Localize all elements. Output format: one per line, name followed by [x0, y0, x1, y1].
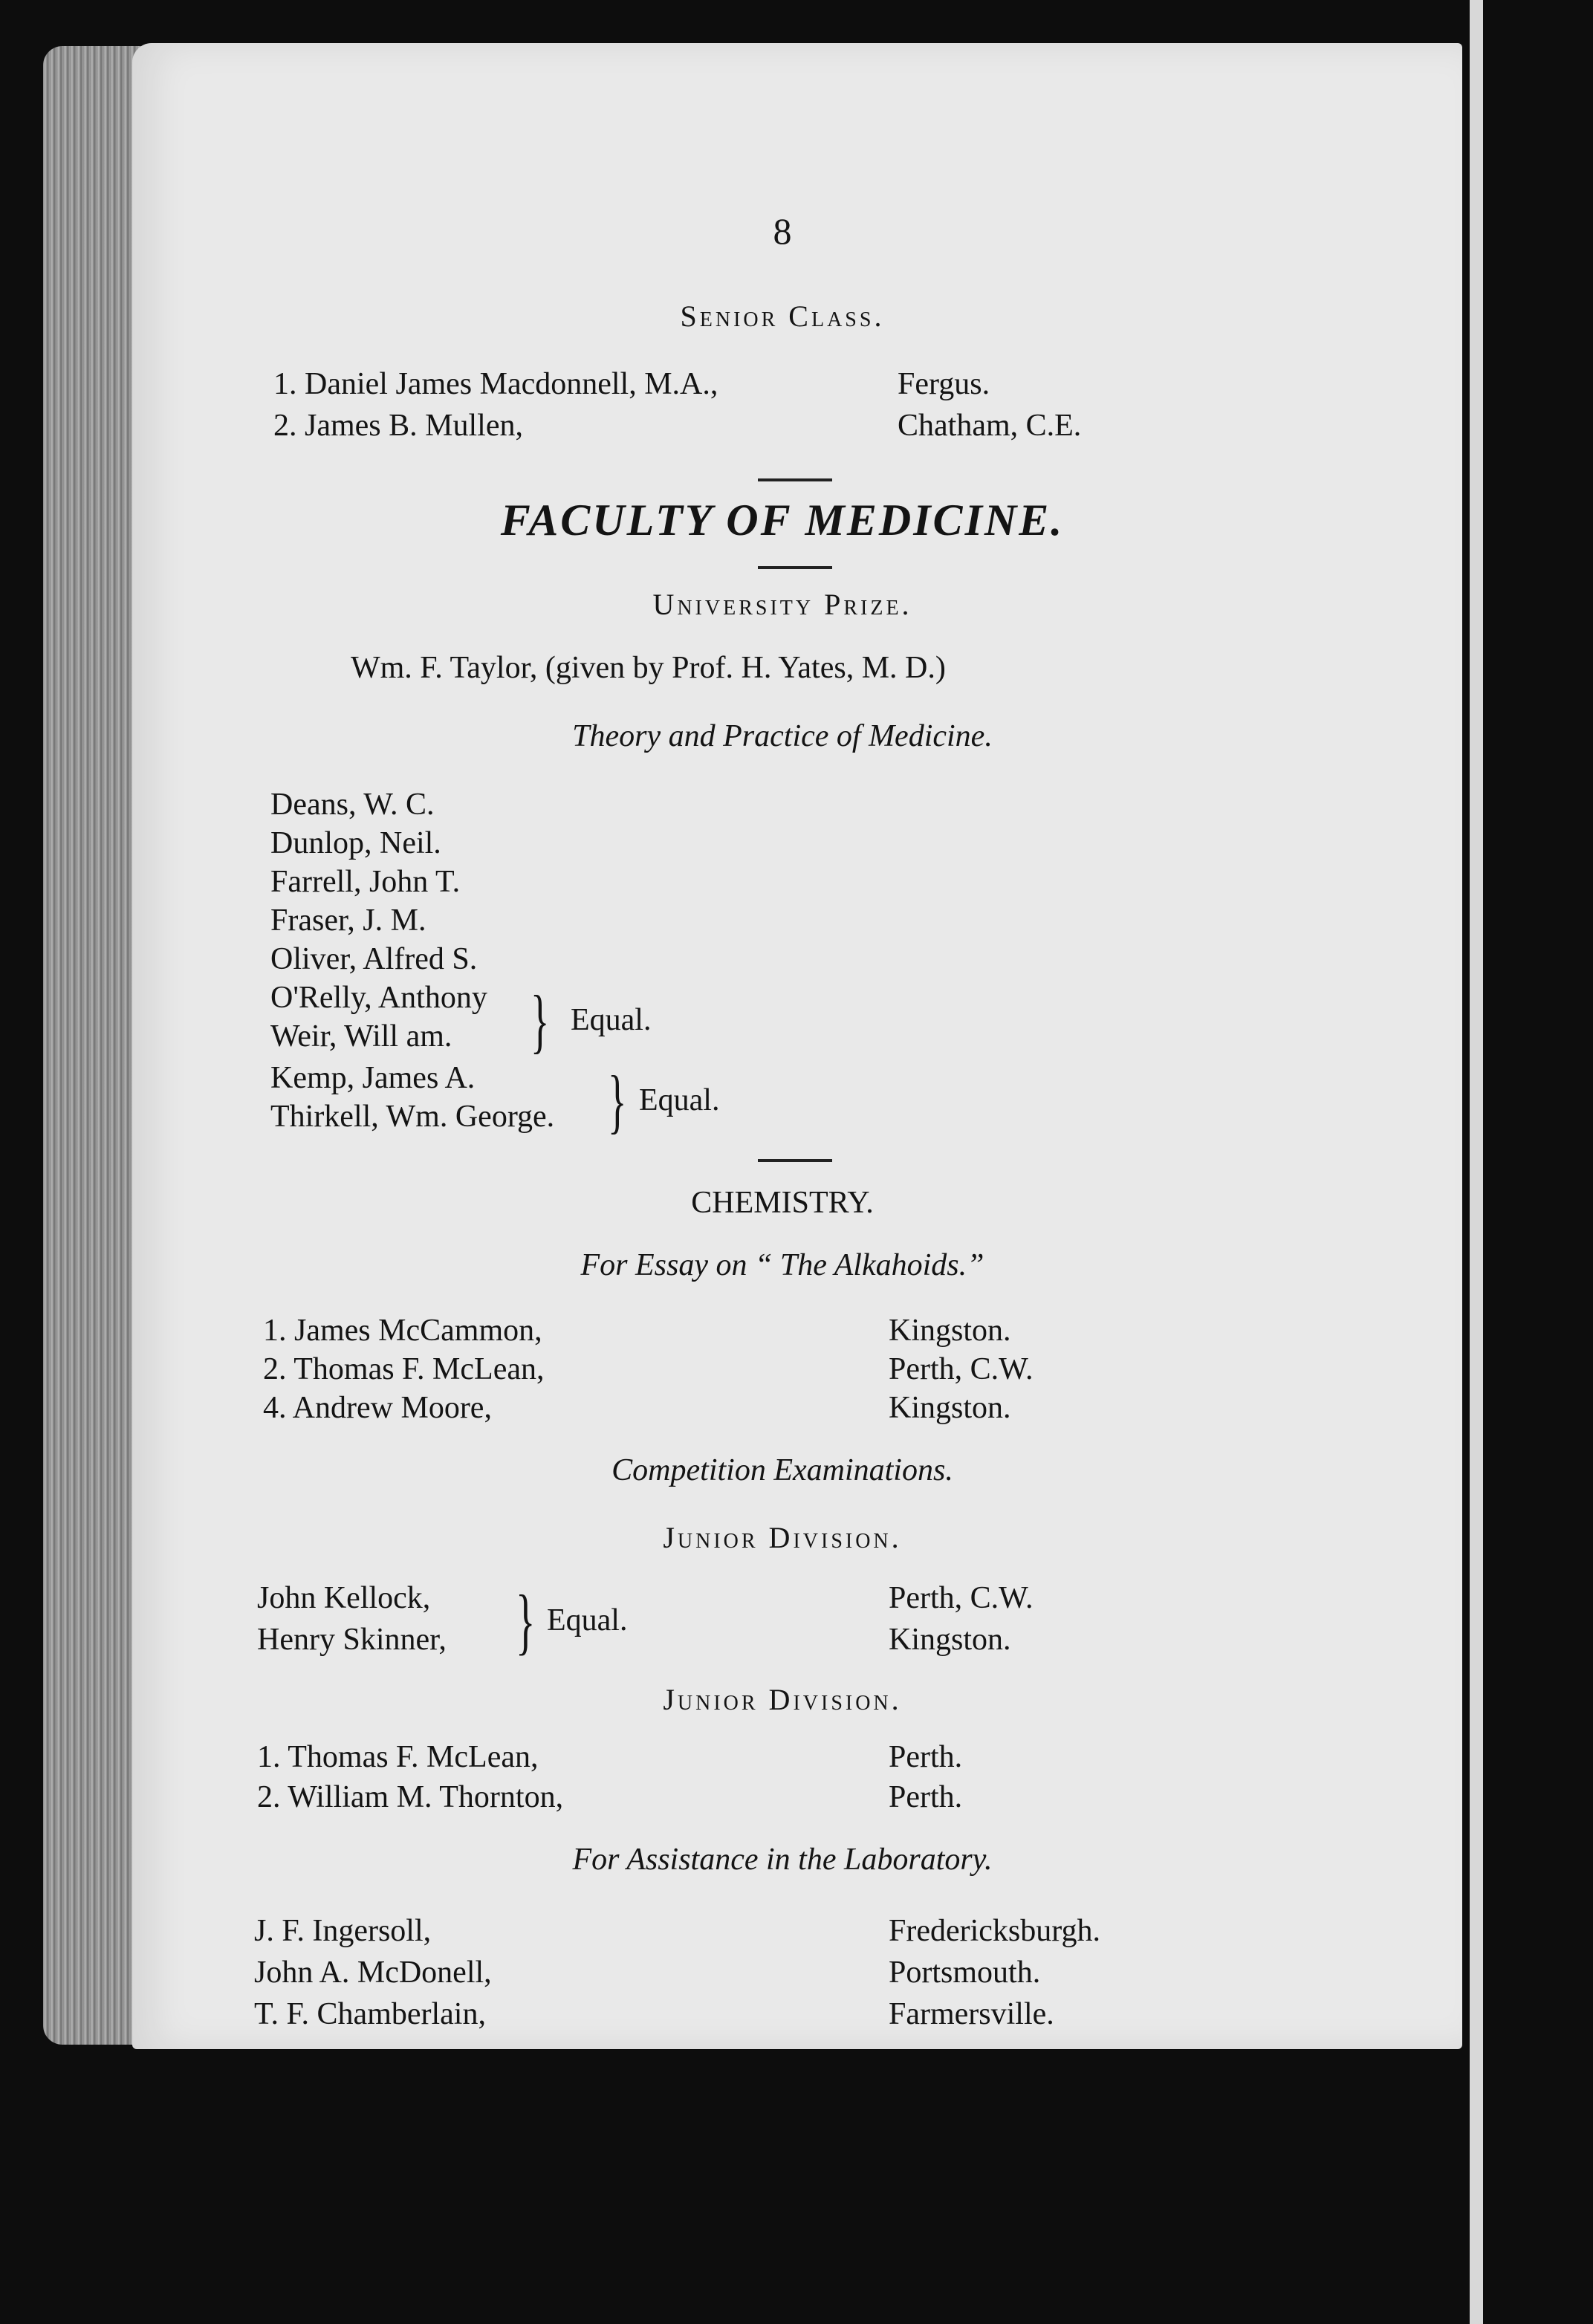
student-name: Weir, Will am. — [270, 1019, 452, 1054]
essay-entry-place: Kingston. — [889, 1314, 1011, 1348]
lab-entry-name: John A. McDonell, — [254, 1955, 492, 1990]
lab-heading: For Assistance in the Laboratory. — [572, 1843, 993, 1877]
essay-entry-place: Kingston. — [889, 1391, 1011, 1425]
student-name: Farrell, John T. — [270, 865, 461, 899]
book-page-edges — [43, 46, 147, 2045]
student-name: O'Relly, Anthony — [270, 981, 487, 1015]
lab-entry-name: J. F. Ingersoll, — [254, 1914, 432, 1948]
student-name: Thirkell, Wm. George. — [270, 1100, 555, 1134]
lab-entry-place: Farmersville. — [889, 1997, 1054, 2031]
competition-heading: Competition Examinations. — [611, 1453, 953, 1487]
junior-entry-place: Perth. — [889, 1740, 963, 1774]
page-number: 8 — [773, 210, 792, 252]
lab-entry-place: Fredericksburgh. — [889, 1914, 1100, 1948]
divider — [758, 1159, 832, 1162]
university-prize-heading: University Prize. — [652, 588, 912, 621]
equal-label: Equal. — [547, 1603, 628, 1637]
equal-label: Equal. — [571, 1003, 652, 1037]
essay-entry-name: 1. James McCammon, — [263, 1314, 542, 1348]
junior-division-heading: Junior Division. — [663, 1521, 902, 1554]
junior-entry-name: 2. William M. Thornton, — [257, 1780, 564, 1814]
student-place: Kingston. — [889, 1623, 1011, 1657]
student-name: Kemp, James A. — [270, 1061, 476, 1095]
chemistry-heading: CHEMISTRY. — [691, 1186, 874, 1220]
brace-mark: } — [608, 1061, 627, 1140]
student-name: Dunlop, Neil. — [270, 826, 441, 860]
student-name: John Kellock, — [257, 1581, 431, 1615]
scan-margin — [1470, 0, 1483, 2324]
faculty-title: FACULTY OF MEDICINE. — [500, 496, 1065, 545]
university-prize-line: Wm. F. Taylor, (given by Prof. H. Yates, M. D.) — [351, 651, 946, 685]
student-place: Perth, C.W. — [889, 1581, 1034, 1615]
divider — [758, 478, 832, 481]
equal-label: Equal. — [639, 1083, 720, 1117]
essay-entry-name: 2. Thomas F. McLean, — [263, 1352, 545, 1386]
senior-entry-place: Fergus. — [898, 367, 990, 401]
senior-class-heading: Senior Class. — [680, 299, 885, 333]
theory-heading: Theory and Practice of Medicine. — [572, 719, 993, 753]
divider — [758, 566, 832, 569]
lab-entry-place: Portsmouth. — [889, 1955, 1041, 1990]
brace-mark: } — [531, 981, 550, 1060]
essay-heading: For Essay on “ The Alkahoids.” — [580, 1248, 984, 1282]
book-page — [132, 43, 1462, 2049]
senior-entry-name: 1. Daniel James Macdonnell, M.A., — [273, 367, 718, 401]
lab-entry-name: T. F. Chamberlain, — [254, 1997, 486, 2031]
senior-entry-place: Chatham, C.E. — [898, 409, 1082, 443]
student-name: Oliver, Alfred S. — [270, 942, 478, 976]
brace-mark: } — [516, 1580, 536, 1662]
junior-entry-name: 1. Thomas F. McLean, — [257, 1740, 539, 1774]
essay-entry-place: Perth, C.W. — [889, 1352, 1034, 1386]
student-name: Deans, W. C. — [270, 788, 435, 822]
junior-division-heading: Junior Division. — [663, 1683, 902, 1716]
senior-entry-name: 2. James B. Mullen, — [273, 409, 523, 443]
junior-entry-place: Perth. — [889, 1780, 963, 1814]
student-name: Fraser, J. M. — [270, 903, 426, 938]
student-name: Henry Skinner, — [257, 1623, 447, 1657]
essay-entry-name: 4. Andrew Moore, — [263, 1391, 492, 1425]
